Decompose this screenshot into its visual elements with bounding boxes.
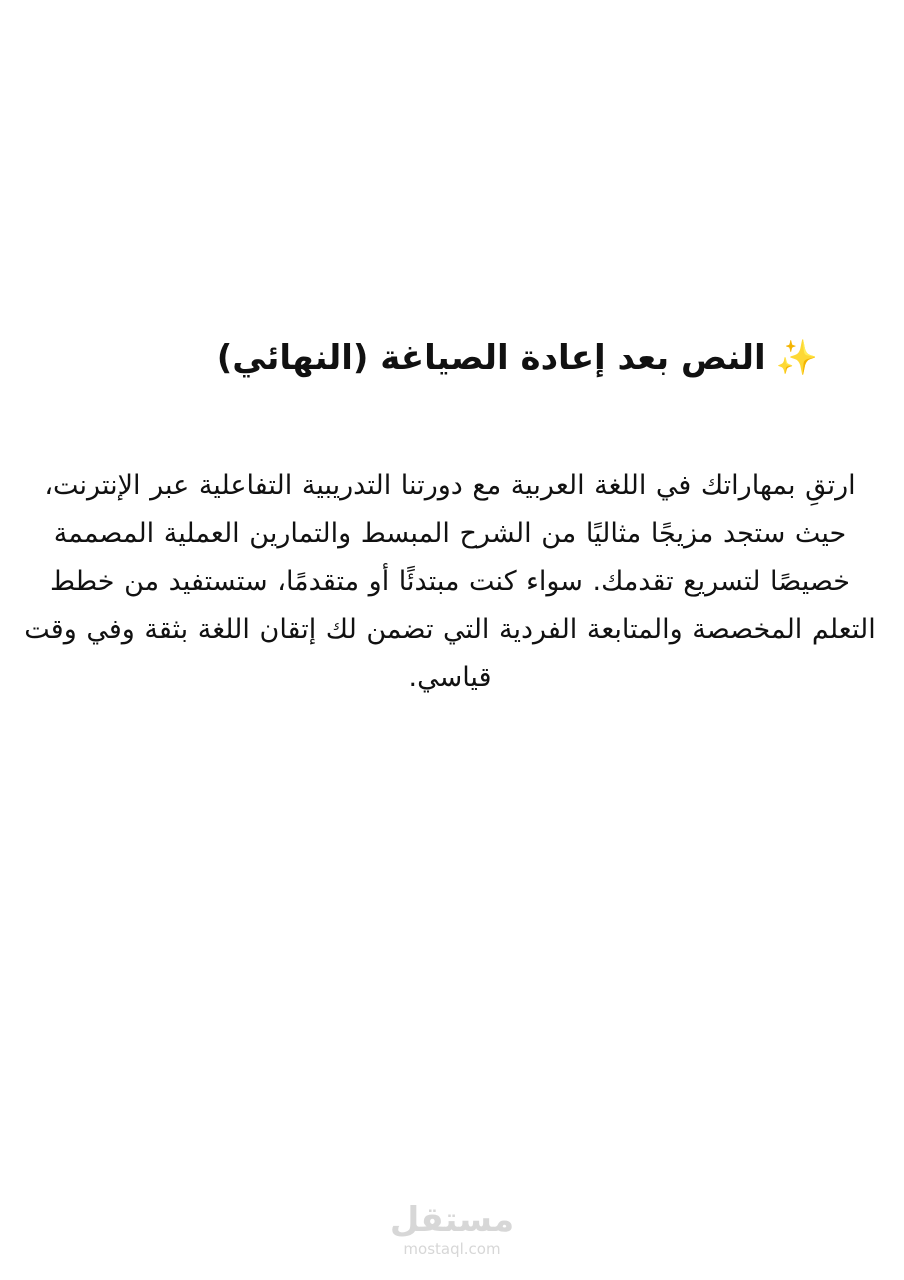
watermark-logo-text: مستقل — [389, 1200, 515, 1240]
document-heading — [60, 330, 818, 386]
sparkles-icon: ✨ — [775, 338, 818, 378]
body-paragraph: ارتقِ بمهاراتك في اللغة العربية مع دورتنا التدريبية التفاعلية عبر الإنترنت، حيث ستجد مزيجًا مثاليًا من الشرح المبسط والتمارين العملية المصممة خصيصًا لتسريع تقدمك. سواء كنت مبتدئًا أو متقدمًا، ستستفيد من خطط التعلم المخصصة والمتابعة الفردية التي تضمن لك إتقان اللغة بثقة وفي وقت قياسي. — [24, 470, 876, 693]
mostaql-watermark — [0, 1200, 904, 1258]
heading-text: النص بعد إعادة الصياغة (النهائي) — [216, 338, 766, 378]
watermark-domain: mostaql.com — [403, 1240, 501, 1258]
